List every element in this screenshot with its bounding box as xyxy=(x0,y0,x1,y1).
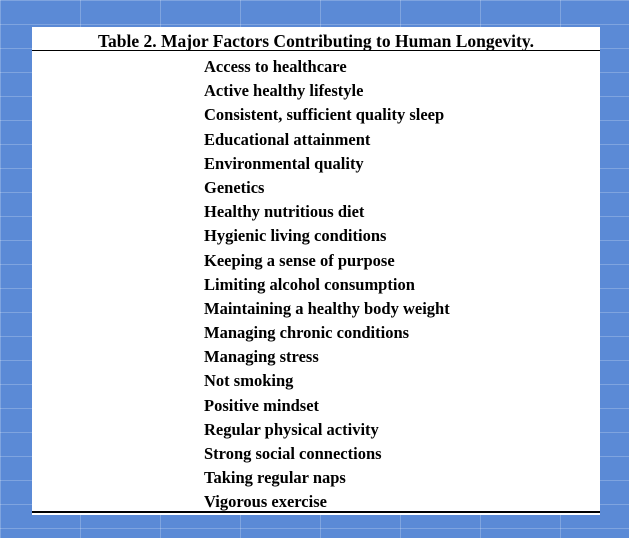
list-item: Access to healthcare xyxy=(204,57,347,76)
list-item: Keeping a sense of purpose xyxy=(204,250,395,270)
list-item: Managing stress xyxy=(204,347,319,367)
list-item: Regular physical activity xyxy=(204,419,379,439)
list-item: Maintaining a healthy body weight xyxy=(204,298,450,318)
list-item: Educational attainment xyxy=(204,129,371,149)
table-title: Table 2. Major Factors Contributing to Human Longevity. xyxy=(32,27,600,51)
list-item: Not smoking xyxy=(204,371,294,391)
list-item: Strong social connections xyxy=(204,444,382,463)
list-item: Healthy nutritious diet xyxy=(204,202,365,222)
list-item: Active healthy lifestyle xyxy=(204,81,364,101)
list-item: Taking regular naps xyxy=(204,468,346,488)
table-sheet xyxy=(32,27,600,515)
list-item: Positive mindset xyxy=(204,395,320,415)
list-item: Vigorous exercise xyxy=(204,492,327,512)
list-item: Genetics xyxy=(204,177,265,197)
bottom-rule xyxy=(32,511,600,513)
list-item: Consistent, sufficient quality sleep xyxy=(204,105,445,125)
factor-list xyxy=(204,55,450,515)
list-item: Hygienic living conditions xyxy=(204,226,387,246)
list-item: Environmental quality xyxy=(204,153,364,173)
list-item: Managing chronic conditions xyxy=(204,323,410,343)
list-item: Limiting alcohol consumption xyxy=(204,274,415,294)
